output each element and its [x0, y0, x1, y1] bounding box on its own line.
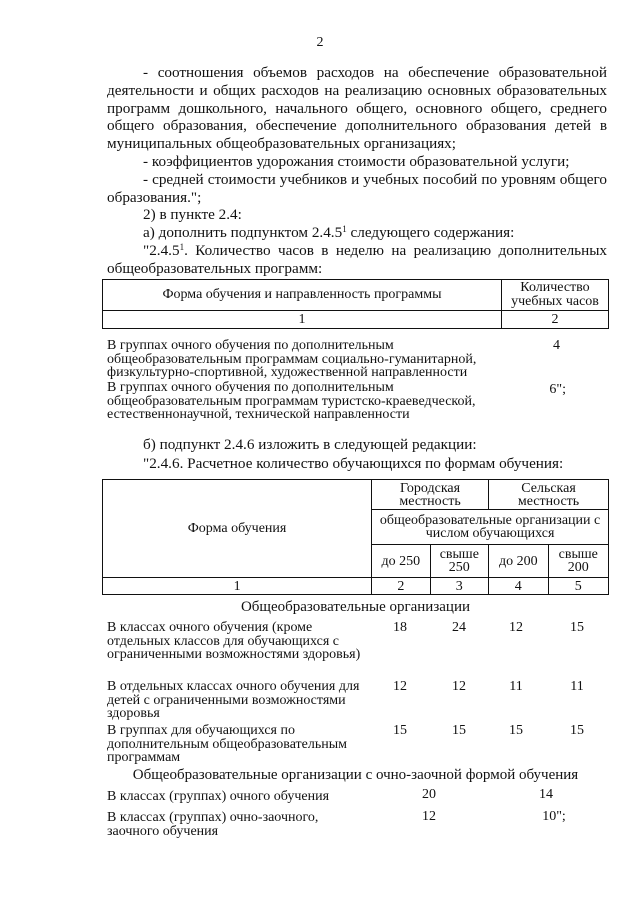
table-row-label: В группах очного обучения по дополнительным общеобразовательным программам туристско-краеведческой, естественнонаучной, технической направленности [107, 380, 476, 423]
text-run: следующего содержания: [346, 224, 515, 242]
paragraph: б) подпункт 2.4.6 изложить в следующей редакции: [143, 436, 477, 453]
table-cell: 12 [422, 809, 436, 824]
table-header: Форма обучения [103, 480, 372, 578]
table-cell: 15 [509, 723, 523, 738]
column-number: 5 [548, 578, 609, 595]
table-cell: 12 [393, 679, 407, 694]
table-header: Количество учебных часов [502, 280, 609, 311]
section-title: Общеобразовательные организации с очно-заочной формой обучения [132, 767, 579, 783]
table-cell: 11 [509, 679, 523, 694]
paragraph: - коэффициентов удорожания стоимости образовательной услуги; [143, 152, 570, 170]
table-row-label: В группах для обучающихся по дополнительным общеобразовательным программам [107, 723, 348, 766]
table-header: Форма обучения и направленность программы [103, 280, 502, 311]
table-header: Сельская местность [489, 480, 609, 510]
column-number: 2 [372, 578, 430, 595]
table-cell: 11 [570, 679, 584, 694]
table-cell: 15 [393, 723, 407, 738]
section-title: Общеобразовательные организации [240, 599, 471, 615]
text-run: . Количество часов в неделю на реализацию дополнительных общеобразовательных программ: [107, 241, 607, 277]
paragraph: 2) в пункте 2.4: [143, 206, 242, 224]
table-header: до 250 [372, 545, 430, 578]
table-cell: 10"; [542, 809, 566, 824]
page-number: 2 [316, 35, 324, 50]
document-body [107, 64, 607, 278]
students-table [102, 479, 609, 595]
table-cell: 15 [570, 723, 584, 738]
table-row-label: В отдельных классах очного обучения для детей с ограниченными возможностями здоровья [107, 679, 360, 722]
paragraph: - средней стоимости учебников и учебных пособий по уровням общего образования."; [107, 170, 607, 206]
column-number: 3 [430, 578, 488, 595]
table-cell: 18 [393, 620, 407, 635]
table-row-label: В классах очного обучения (кроме отдельных классов для обучающихся с ограниченными возможностями здоровья) [107, 620, 361, 663]
table-cell: 12 [452, 679, 466, 694]
column-number: 2 [502, 311, 609, 329]
table-row-label: В группах очного обучения по дополнительным общеобразовательным программам социально-гуманитарной, физкультурно-спортивной, художественной направленности [107, 338, 477, 381]
hours-table [102, 279, 609, 329]
table-cell: 15 [452, 723, 466, 738]
table-cell: 20 [422, 787, 436, 802]
table-cell: 14 [539, 787, 553, 802]
text-run: "2.4.5 [143, 241, 180, 259]
table-header: свыше 200 [548, 545, 609, 578]
column-number: 4 [489, 578, 548, 595]
table-header: Городская местность [372, 480, 489, 510]
paragraph: "2.4.6. Расчетное количество обучающихся по формам обучения: [143, 455, 564, 472]
table-cell: 12 [509, 620, 523, 635]
table-row-value: 4 [553, 338, 560, 353]
paragraph [107, 242, 607, 278]
table-row-label: В классах (группах) очно-заочного, заочного обучения [107, 810, 319, 839]
table-row-value: 6"; [549, 382, 566, 397]
superscript: 1 [179, 241, 185, 252]
table-cell: 15 [570, 620, 584, 635]
table-header: свыше 250 [430, 545, 488, 578]
paragraph: - соотношения объемов расходов на обеспечение образовательной деятельности и общих расходов на реализацию основных образовательных программ дошкольного, начального общего, основного общего, среднего общего образования, обеспечение дополнительного образования детей в муниципальных общеобразовательных организациях; [107, 64, 607, 153]
paragraph [107, 224, 607, 242]
table-row-label: В классах (группах) очного обучения [107, 789, 330, 804]
table-header: до 200 [489, 545, 548, 578]
table-cell: 24 [452, 620, 466, 635]
text-run: а) дополнить подпунктом 2.4.5 [143, 224, 343, 242]
table-header: общеобразовательные организации с числом обучающихся [372, 510, 609, 545]
superscript: 1 [342, 224, 347, 235]
column-number: 1 [103, 311, 502, 329]
column-number: 1 [103, 578, 372, 595]
